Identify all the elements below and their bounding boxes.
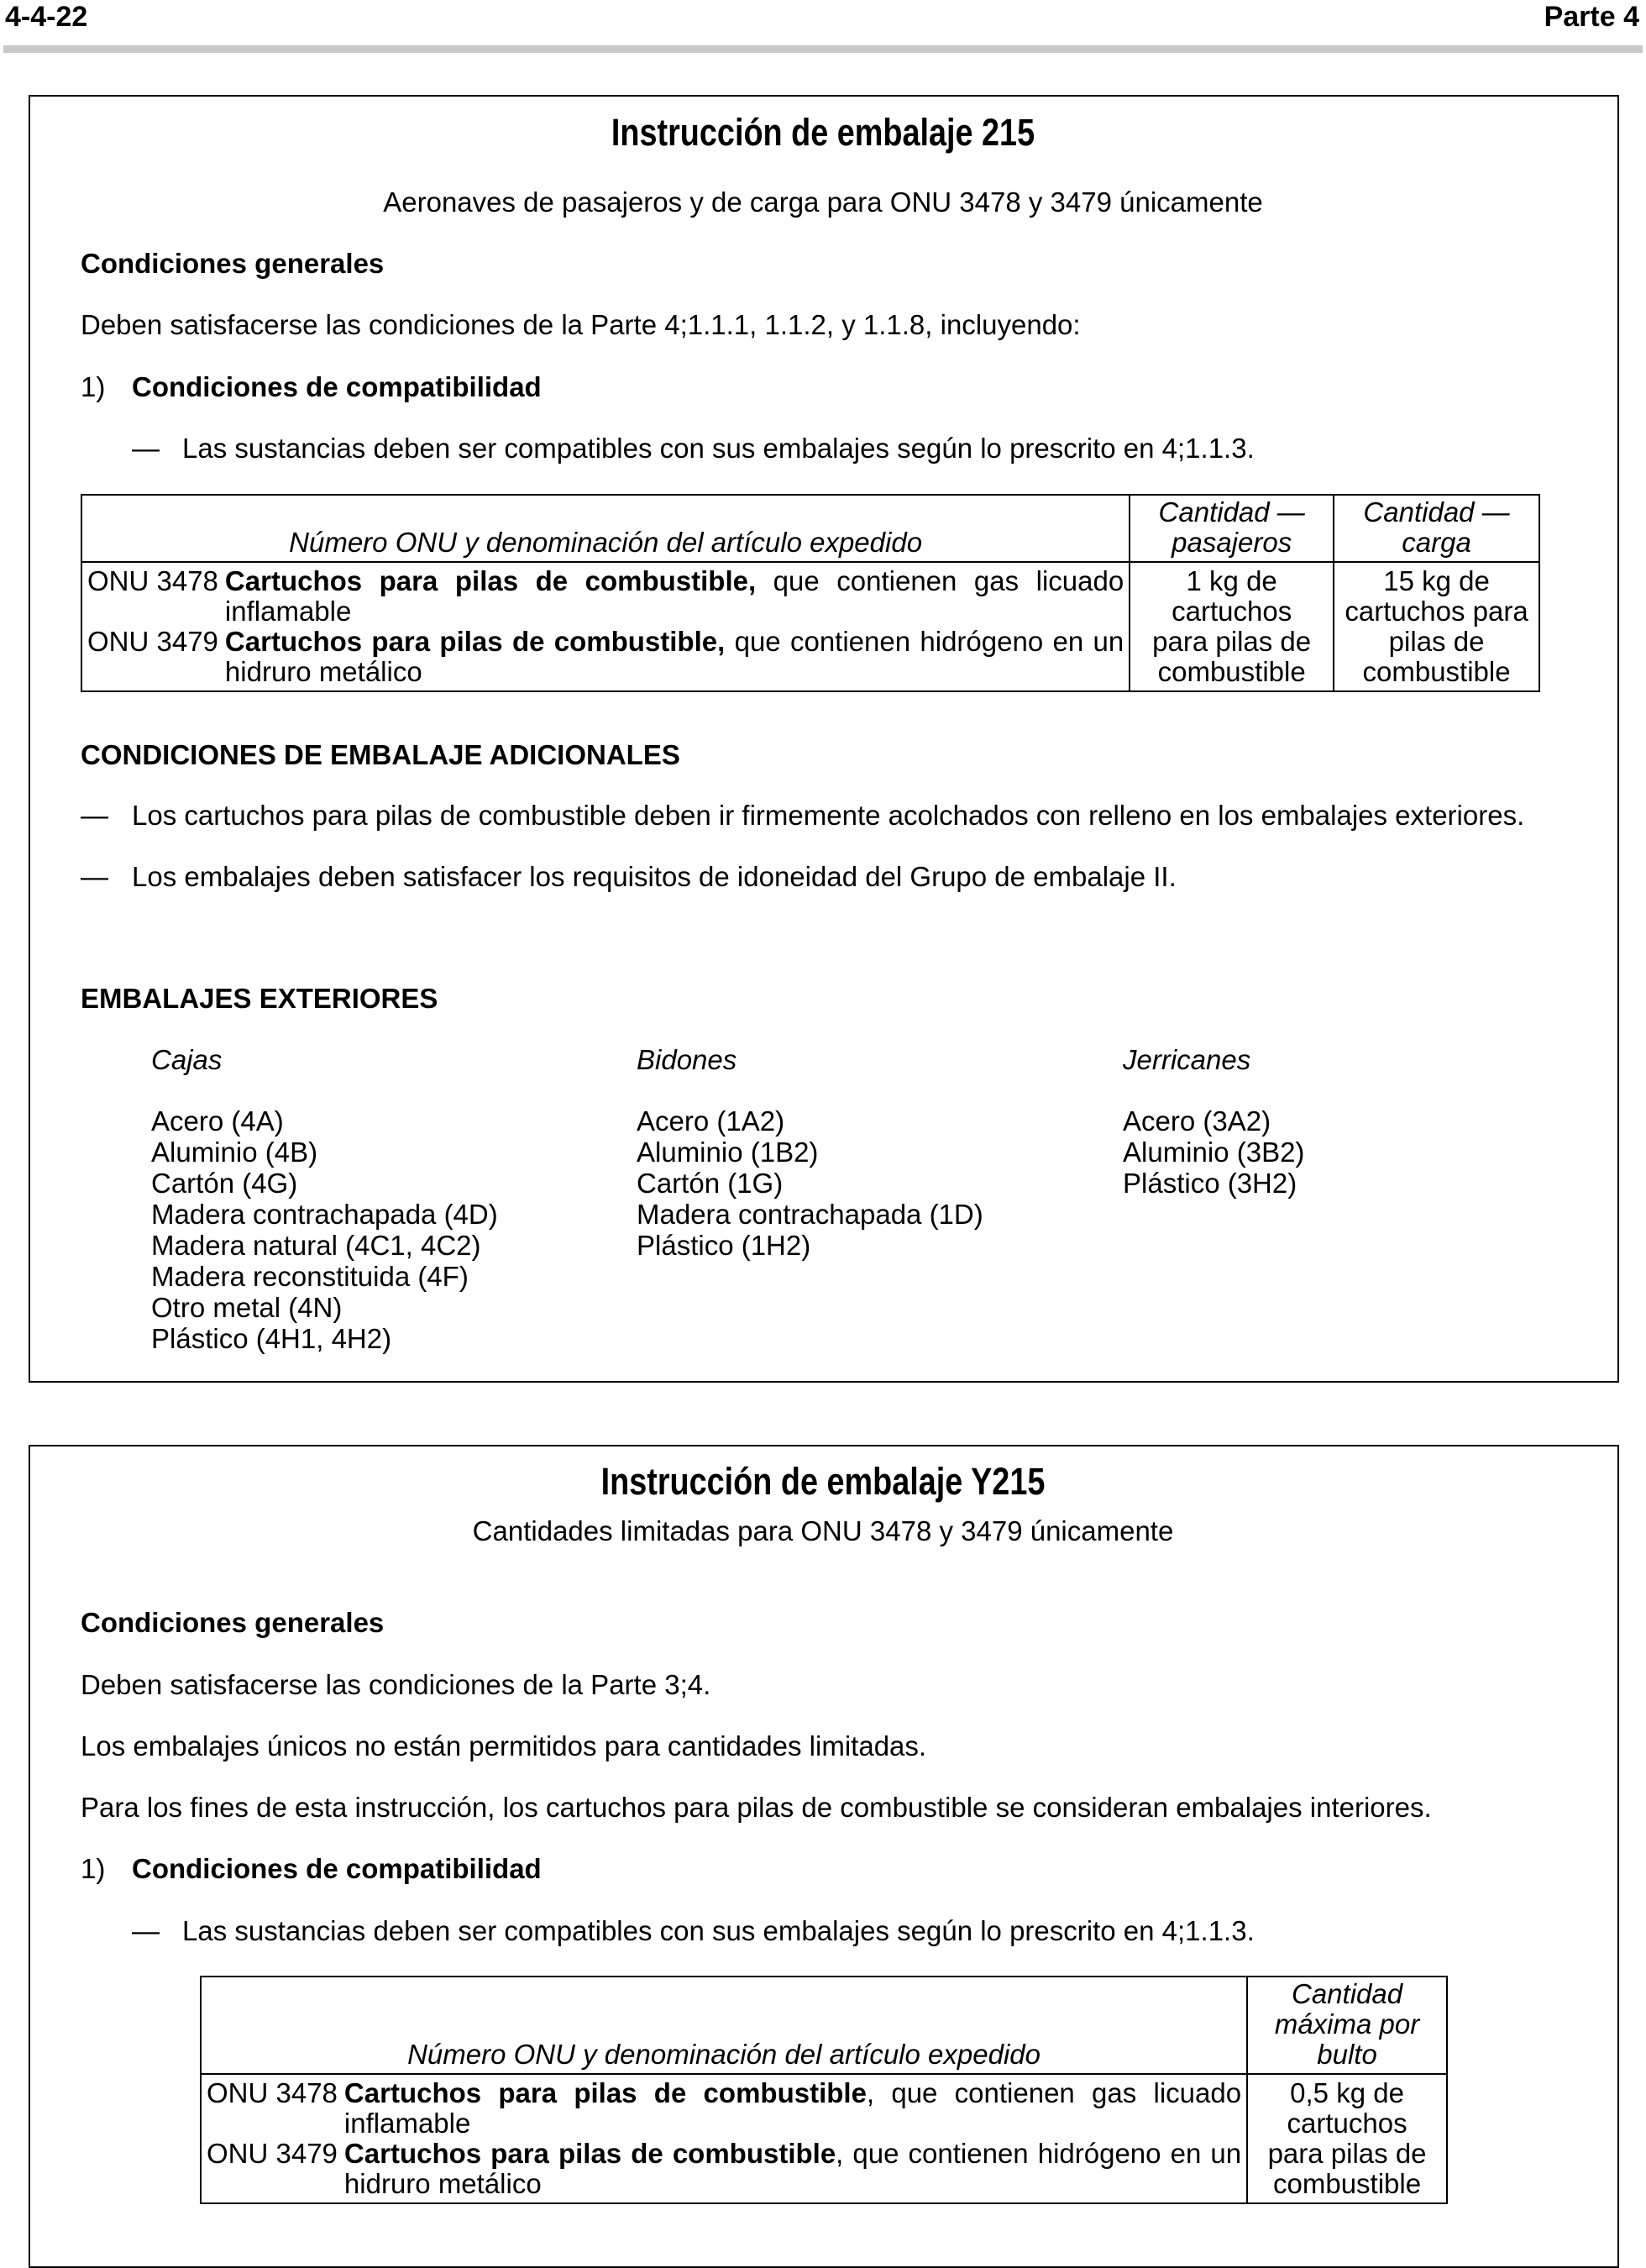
outer-column-jerricans [1123, 1044, 1304, 1199]
list-item: Aluminio (1B2) [637, 1137, 819, 1168]
list-item: Madera contrachapada (1D) [637, 1199, 983, 1230]
pi215-quantity-table [81, 494, 1540, 692]
list-item: Acero (4A) [151, 1105, 284, 1137]
pi215-compat-text: Las sustancias deben ser compatibles con sus embalajes según lo prescrito en 4;1.1.3. [182, 433, 1255, 464]
cargo-quantity-cell: 15 kg de cartuchos para pilas de combustible [1334, 562, 1539, 691]
piy215-compat-text: Las sustancias deben ser compatibles con sus embalajes según lo prescrito en 4;1.1.3. [182, 1915, 1255, 1946]
page-number: 4-4-22 [5, 1, 88, 33]
table-row [201, 2074, 1447, 2203]
column-header-max-quantity: Cantidad máxima por bulto [1247, 1977, 1447, 2074]
dash: — [81, 861, 108, 892]
passenger-quantity-cell: 1 kg de cartuchos para pilas de combustible [1130, 562, 1334, 691]
un3479-entry: ONU 3479 Cartuchos para pilas de combustible, que contienen hidrógeno en un hidruro metálico [207, 2138, 1242, 2199]
un3478-entry: ONU 3478 Cartuchos para pilas de combustible, que contienen gas licuado inflamable [87, 565, 1124, 627]
column-heading: Jerricanes [1123, 1044, 1251, 1075]
article-cell [201, 2074, 1247, 2203]
max-quantity-cell: 0,5 kg de cartuchos para pilas de combustible [1247, 2074, 1447, 2203]
outer-column-boxes [151, 1044, 498, 1354]
pi215-general-text: Deben satisfacerse las condiciones de la Parte 4;1.1.1, 1.1.2, y 1.1.8, incluyendo: [81, 309, 1081, 340]
outer-column-drums [637, 1044, 983, 1261]
piy215-text-1: Deben satisfacerse las condiciones de la Parte 3;4. [81, 1669, 711, 1700]
header-rule [3, 45, 1643, 53]
column-header-passenger: Cantidad — pasajeros [1130, 495, 1334, 562]
un3478-entry: ONU 3478 Cartuchos para pilas de combustible, que contienen gas licuado inflamable [207, 2077, 1242, 2139]
piy215-subtitle: Cantidades limitadas para ONU 3478 y 3479 únicamente [472, 1515, 1174, 1546]
piy215-quantity-table [200, 1976, 1448, 2204]
pi215-compat-heading: Condiciones de compatibilidad [132, 371, 542, 402]
list-item: Plástico (4H1, 4H2) [151, 1323, 392, 1354]
piy215-text-2: Los embalajes únicos no están permitidos para cantidades limitadas. [81, 1730, 927, 1761]
piy215-general-heading: Condiciones generales [81, 1607, 385, 1638]
list-item: Madera contrachapada (4D) [151, 1199, 498, 1230]
column-header-article: Número ONU y denominación del artículo expedido [201, 1977, 1247, 2074]
list-item: Cartón (1G) [637, 1168, 784, 1199]
pi215-additional-heading: CONDICIONES DE EMBALAJE ADICIONALES [81, 739, 680, 770]
piy215-title: Instrucción de embalaje Y215 [600, 1460, 1046, 1503]
piy215-compat-dash: — [132, 1915, 160, 1946]
column-header-article: Número ONU y denominación del artículo expedido [81, 495, 1130, 562]
pi215-additional-item-1: Los cartuchos para pilas de combustible deben ir firmemente acolchados con relleno en los embalajes exteriores. [132, 800, 1525, 831]
pi215-outer-heading: EMBALAJES EXTERIORES [81, 983, 438, 1014]
piy215-compat-number: 1) [81, 1853, 106, 1884]
list-item: Acero (1A2) [637, 1105, 785, 1137]
pi215-general-heading: Condiciones generales [81, 248, 385, 279]
table-row [81, 562, 1539, 691]
list-item: Aluminio (4B) [151, 1137, 318, 1168]
article-cell [81, 562, 1130, 691]
part-label: Parte 4 [1544, 1, 1639, 33]
list-item: Otro metal (4N) [151, 1292, 343, 1323]
list-item: Cartón (4G) [151, 1168, 298, 1199]
list-item: Acero (3A2) [1123, 1105, 1271, 1137]
un3479-entry: ONU 3479 Cartuchos para pilas de combustible, que contienen hidrógeno en un hidruro metálico [87, 626, 1124, 687]
pi215-title: Instrucción de embalaje 215 [611, 111, 1035, 154]
list-item: Madera reconstituida (4F) [151, 1261, 469, 1292]
table-header-row [81, 495, 1539, 562]
list-item: Aluminio (3B2) [1123, 1137, 1305, 1168]
column-heading: Cajas [151, 1044, 223, 1075]
column-header-cargo: Cantidad — carga [1334, 495, 1539, 562]
list-item: Plástico (3H2) [1123, 1168, 1297, 1199]
pi215-additional-item-2: Los embalajes deben satisfacer los requisitos de idoneidad del Grupo de embalaje II. [132, 861, 1177, 892]
list-item: Plástico (1H2) [637, 1230, 811, 1261]
piy215-compat-heading: Condiciones de compatibilidad [132, 1853, 542, 1884]
pi215-compat-number: 1) [81, 371, 106, 402]
list-item: Madera natural (4C1, 4C2) [151, 1230, 481, 1261]
pi215-subtitle: Aeronaves de pasajeros y de carga para ONU 3478 y 3479 únicamente [383, 186, 1263, 218]
piy215-text-3: Para los fines de esta instrucción, los cartuchos para pilas de combustible se consideran embalajes interiores. [81, 1792, 1432, 1823]
table-header-row [201, 1977, 1447, 2074]
column-heading: Bidones [637, 1044, 737, 1075]
dash: — [81, 800, 108, 831]
pi215-compat-dash: — [132, 433, 160, 464]
